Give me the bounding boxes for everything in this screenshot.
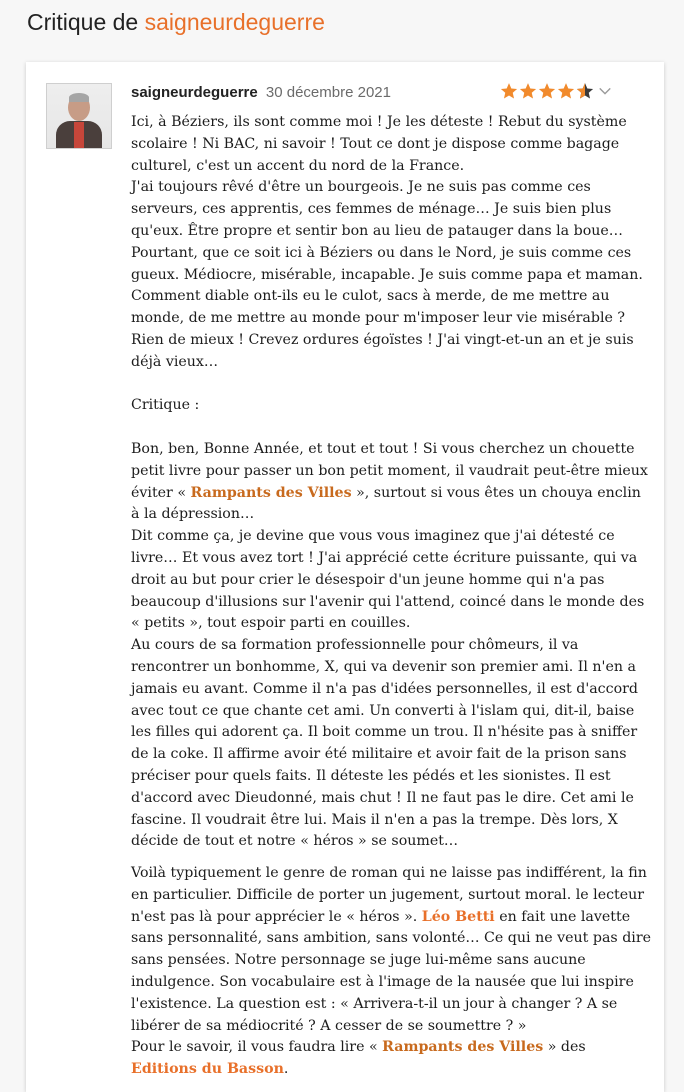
book-title-link[interactable]: Rampants des Villes (190, 484, 352, 501)
review-paragraph: J'ai toujours rêvé d'être un bourgeois. Je ne suis pas comme ces serveurs, ces apprentis, ces femmes de ménage… Je suis bien plus qu'eux. Être propre et sentir bon au lieu de patauger dans la boue… Pourtant, que ce soit ici à Béziers ou dans le Nord, je suis comme ces gueux. Médiocre, misérable, incapable. Je suis comme papa et maman. Comment diable ont-ils eu le culot, sacs à merde, de me mettre au monde, de me mettre au monde pour m'imposer leur vie misérable ? Rien de mieux ! Crevez ordures égoïstes ! J'ai vingt-et-un an et je suis déjà vieux… (131, 179, 643, 370)
star-icon (557, 82, 575, 100)
star-icon (519, 82, 537, 100)
star-icon (500, 82, 518, 100)
review-meta (131, 84, 391, 101)
review-section-label: Critique : (131, 397, 200, 414)
page-title (27, 8, 325, 36)
review-date: 30 décembre 2021 (265, 84, 391, 101)
review-paragraph: Bon, ben, Bonne Année, et tout et tout ! Si vous cherchez un chouette petit livre pour passer un bon petit moment, il vaudrait peut-être mieux éviter « Rampants des Villes », surtout si vous êtes un chouya enclin à la dépression… (131, 440, 648, 523)
review-text (131, 112, 651, 1081)
review-paragraph: Dit comme ça, je devine que vous vous imaginez que j'ai détesté ce livre… Et vous avez tort ! J'ai apprécié cette écriture puissante, qui va droit au but pour crier le désespoir d'un jeune homme qui n'a pas beaucoup d'illusions sur l'avenir qui l'attend, coincé dans le monde des « petits », tout espoir parti en couilles. (131, 528, 645, 632)
page-title-prefix: Critique de (27, 9, 145, 35)
review-author-link[interactable]: saigneurdeguerre (131, 84, 258, 101)
review-paragraph: Pour le savoir, il vous faudra lire « Rampants des Villes » des Editions du Basson. (131, 1039, 586, 1078)
author-link[interactable]: Léo Betti (421, 908, 495, 925)
review-paragraph: Voilà typiquement le genre de roman qui ne laisse pas indifférent, la fin en particulier. Difficile de porter un jugement, surtout moral. le lecteur n'est pas là pour apprécier le « héros ». Léo Betti en fait une lavette sans personnalité, sans ambition, sans volonté… Ce qui ne veut pas dire sans pensées. Notre personnage se juge lui-même sans aucune indulgence. Son vocabulaire est à l'image de la nausée que lui inspire l'existence. La question est : « Arrivera-t-il un jour à changer ? A se libérer de sa médiocrité ? A cesser de se soumettre ? » (131, 865, 652, 1034)
chevron-down-icon[interactable] (598, 84, 612, 98)
star-rating (500, 82, 612, 100)
review-paragraph: Au cours de sa formation professionnelle pour chômeurs, il va rencontrer un bonhomme, X, qui va devenir son premier ami. Il n'en a jamais eu avant. Comme il n'a pas d'idées personnelles, il est d'accord avec tout ce que chante cet ami. Un converti à l'islam qui, dit-il, baise les filles qui adorent ça. Il boit comme un trou. Il n'hésite pas à sniffer de la coke. Il affirme avoir été militaire et avoir fait de la prison sans préciser pour quels faits. Il déteste les pédés et les sionistes. Il est d'accord avec Dieudonné, mais chut ! Il ne faut pas le dire. Cet ami le fascine. Il voudrait être lui. Mais il n'en a pas la trempe. Dès lors, X décide de tout et notre « héros » se soumet… (131, 637, 638, 850)
star-icon (538, 82, 556, 100)
page-title-username-link[interactable]: saigneurdeguerre (144, 9, 325, 35)
book-title-link[interactable]: Rampants des Villes (382, 1039, 544, 1056)
avatar[interactable] (46, 83, 112, 149)
review-paragraph: Ici, à Béziers, ils sont comme moi ! Je les déteste ! Rebut du système scolaire ! Ni BAC, ni savoir ! Tout ce dont je dispose comme bagage culturel, c'est un accent du nord de la France. (131, 114, 627, 174)
half-star-icon (576, 82, 594, 100)
review-card (26, 62, 664, 1092)
publisher-link[interactable]: Editions du Basson (131, 1061, 284, 1078)
